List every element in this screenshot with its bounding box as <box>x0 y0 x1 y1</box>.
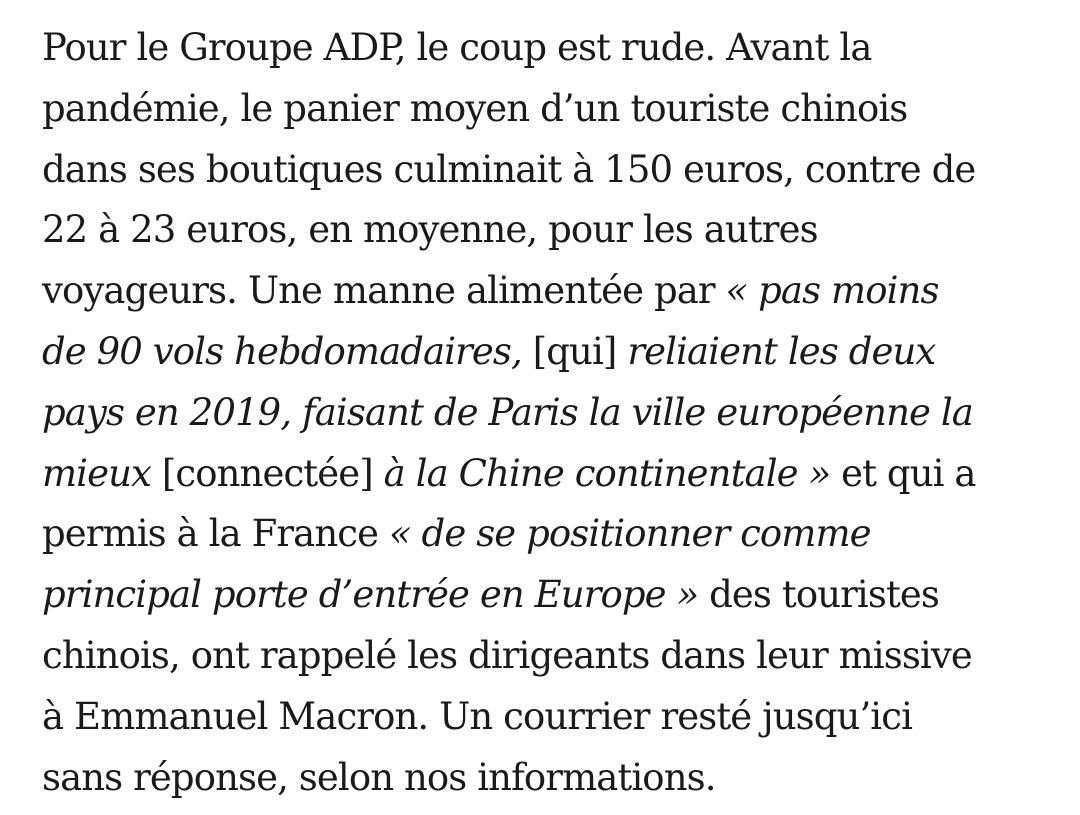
quoted-text: à la Chine continentale » <box>383 451 831 495</box>
body-text: pandémie, le panier moyen d’un touriste chinois <box>42 86 908 130</box>
body-text: à Emmanuel Macron. Un courrier resté jusqu’ici <box>42 694 912 738</box>
quoted-text: reliaient les deux <box>627 329 936 373</box>
body-text: voyageurs. Une manne alimentée par <box>42 269 726 313</box>
body-text: chinois, ont rappelé les dirigeants dans leur missive <box>42 633 972 677</box>
body-text: dans ses boutiques culminait à 150 euros, contre de <box>42 147 976 191</box>
text-line <box>42 687 1052 748</box>
body-text: 22 à 23 euros, en moyenne, pour les autres <box>42 208 818 252</box>
quoted-text: « pas moins <box>725 269 939 313</box>
text-line <box>42 565 1052 626</box>
text-line <box>42 79 1052 140</box>
text-line <box>42 18 1052 79</box>
quoted-text: pays en 2019, faisant de Paris la ville européenne la <box>42 390 973 434</box>
body-text: et qui a <box>830 451 976 495</box>
text-line <box>42 748 1052 809</box>
text-line <box>42 261 1052 322</box>
body-text: permis à la France <box>42 512 389 556</box>
text-line <box>42 444 1052 505</box>
text-line <box>42 140 1052 201</box>
text-line <box>42 200 1052 261</box>
body-text: [connectée] <box>151 451 384 495</box>
text-line <box>42 626 1052 687</box>
text-line <box>42 504 1052 565</box>
text-line <box>42 322 1052 383</box>
quoted-text: de 90 vols hebdomadaires, <box>42 329 522 373</box>
body-text: Pour le Groupe ADP, le coup est rude. Avant la <box>42 26 872 69</box>
quoted-text: « de se positionner comme <box>388 512 871 556</box>
body-text: [qui] <box>521 329 628 373</box>
body-text: des touristes <box>698 573 939 617</box>
body-text: sans réponse, selon nos informations. <box>42 755 716 799</box>
quoted-text: principal porte d’entrée en Europe » <box>42 573 699 617</box>
article-paragraph <box>42 18 1052 808</box>
text-line <box>42 383 1052 444</box>
quoted-text: mieux <box>42 451 152 495</box>
